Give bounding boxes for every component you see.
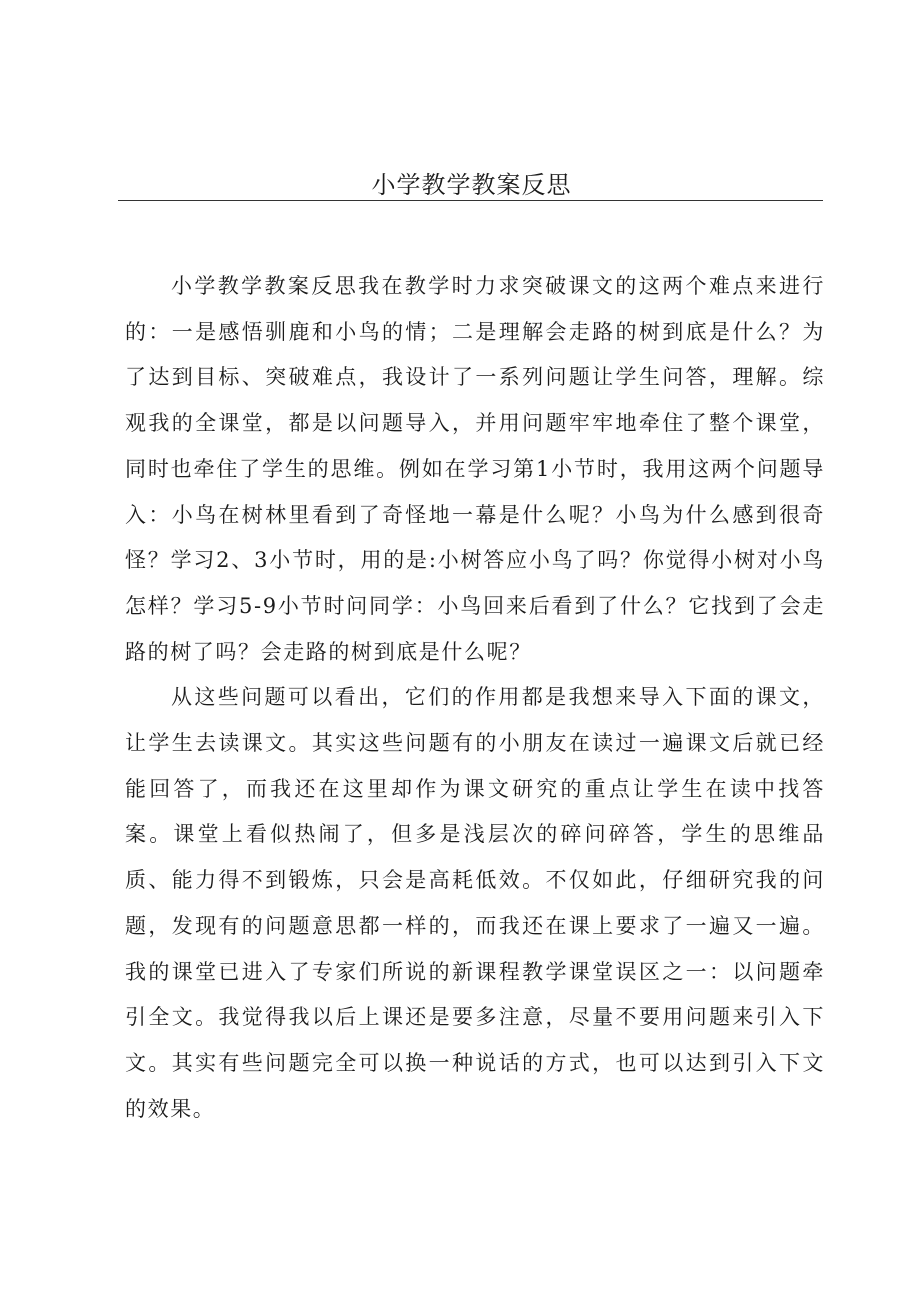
document-body [125,264,825,1132]
paragraph-2: 从这些问题可以看出，它们的作用都是我想来导入下面的课文，让学生去读课文。其实这些问题有的小朋友在读过一遍课文后就已经能回答了，而我还在这里却作为课文研究的重点让学生在读中找答案。课堂上看似热闹了，但多是浅层次的碎问碎答，学生的思维品质、能力得不到锻炼，只会是高耗低效。不仅如此，仔细研究我的问题，发现有的问题意思都一样的，而我还在课上要求了一遍又一遍。我的课堂已进入了专家们所说的新课程教学课堂误区之一：以问题牵引全文。我觉得我以后上课还是要多注意，尽量不要用问题来引入下文。其实有些问题完全可以换一种说话的方式，也可以达到引入下文的效果。 [125,685,825,1121]
title-underline [118,200,823,201]
page-title: 小学教学教案反思 [371,171,572,199]
paragraph-1: 小学教学教案反思我在教学时力求突破课文的这两个难点来进行的：一是感悟驯鹿和小鸟的情；二是理解会走路的树到底是什么？为了达到目标、突破难点，我设计了一系列问题让学生问答，理解。综观我的全课堂，都是以问题导入，并用问题牢牢地牵住了整个课堂，同时也牵住了学生的思维。例如在学习第1小节时，我用这两个问题导入：小鸟在树林里看到了奇怪地一幕是什么呢？小鸟为什么感到很奇怪？学习2、3小节时，用的是:小树答应小鸟了吗？你觉得小树对小鸟怎样？学习5-9小节时问同学：小鸟回来后看到了什么？它找到了会走路的树了吗？会走路的树到底是什么呢？ [125,274,825,664]
